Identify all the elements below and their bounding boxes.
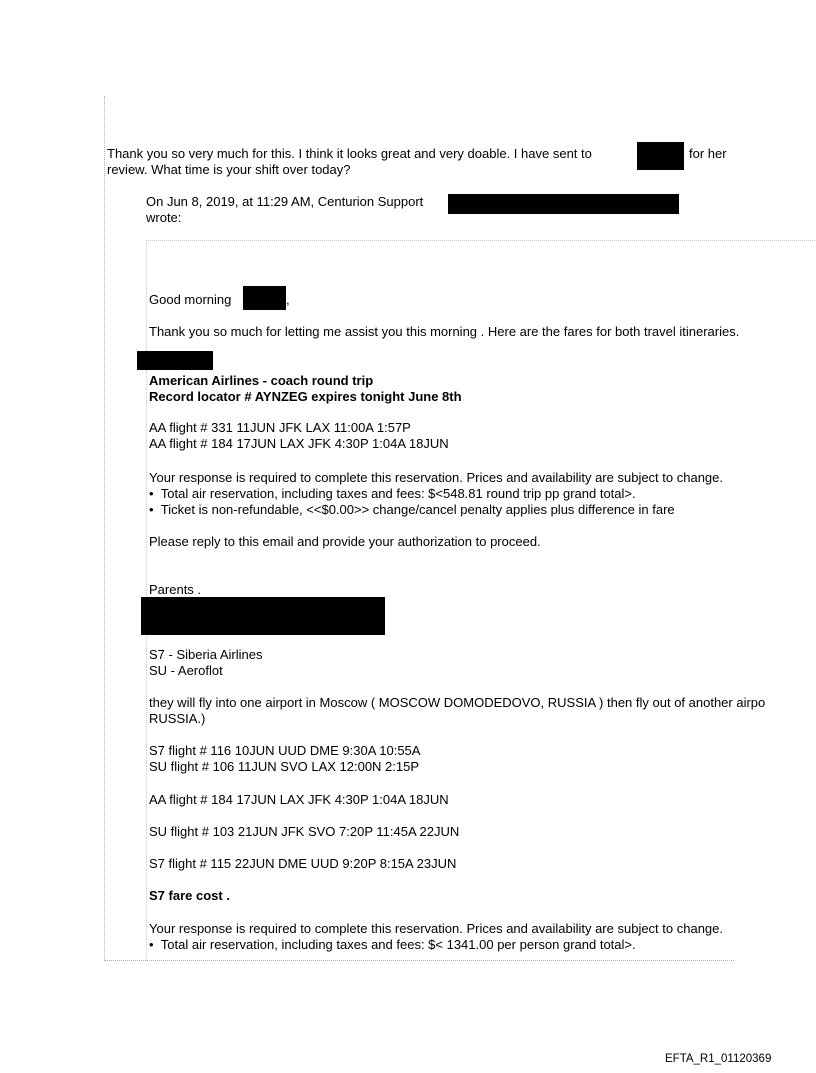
- itinerary2-notice: Your response is required to complete this reservation. Prices and availability are subject to change.: [149, 921, 723, 936]
- bullet-text: Total air reservation, including taxes and fees: $< 1341.00 per person grand total>.: [160, 937, 636, 952]
- bullet-glyph: •: [149, 486, 154, 501]
- itinerary2-airline: SU - Aeroflot: [149, 663, 223, 678]
- bullet-glyph: •: [149, 502, 154, 517]
- intro-text: Thank you so much for letting me assist you this morning . Here are the fares for both travel itineraries.: [149, 324, 740, 339]
- reply-left-rule: [104, 96, 105, 960]
- itinerary1-record-locator: Record locator # AYNZEG expires tonight June 8th: [149, 389, 462, 404]
- quote-header-line-2: wrote:: [146, 210, 182, 225]
- itinerary1-notice: Your response is required to complete this reservation. Prices and availability are subject to change.: [149, 470, 723, 485]
- greeting-comma: ,: [286, 292, 290, 307]
- redaction-sender-email: [448, 194, 679, 214]
- itinerary1-flight: AA flight # 331 11JUN JFK LAX 11:00A 1:57P: [149, 420, 411, 435]
- itinerary2-parents-label: Parents .: [149, 582, 202, 597]
- redaction-recipient: [637, 142, 684, 170]
- itinerary1-flight: AA flight # 184 17JUN LAX JFK 4:30P 1:04A 18JUN: [149, 436, 449, 451]
- itinerary1-title: American Airlines - coach round trip: [149, 373, 374, 388]
- greeting-text: Good morning: [149, 292, 232, 307]
- itinerary2-flight: S7 flight # 115 22JUN DME UUD 9:20P 8:15A 23JUN: [149, 856, 457, 871]
- itinerary2-flight: AA flight # 184 17JUN LAX JFK 4:30P 1:04A 18JUN: [149, 792, 449, 807]
- itinerary1-reply-request: Please reply to this email and provide your authorization to proceed.: [149, 534, 541, 549]
- itinerary2-flight: S7 flight # 116 10JUN UUD DME 9:30A 10:55A: [149, 743, 421, 758]
- bullet-text: Ticket is non-refundable, <<$0.00>> change/cancel penalty applies plus difference in fare: [160, 502, 675, 517]
- itinerary1-bullet: [149, 502, 675, 517]
- bullet-glyph: •: [149, 937, 154, 952]
- itinerary2-flight: SU flight # 103 21JUN JFK SVO 7:20P 11:45A 22JUN: [149, 824, 460, 839]
- bullet-text: Total air reservation, including taxes and fees: $<548.81 round trip pp grand total>.: [160, 486, 636, 501]
- redaction-itinerary-label: [137, 351, 213, 370]
- itinerary2-airline: S7 - Siberia Airlines: [149, 647, 263, 662]
- itinerary2-moscow-note-line-2: RUSSIA.): [149, 711, 206, 726]
- redaction-parents-names: [141, 597, 385, 635]
- itinerary2-moscow-note-line-1: they will fly into one airport in Moscow ( MOSCOW DOMODEDOVO, RUSSIA ) then fly out of another airpo: [149, 695, 766, 710]
- reply-line-1b: for her: [689, 146, 727, 161]
- document-id: EFTA_R1_01120369: [665, 1053, 772, 1065]
- itinerary1-bullet: [149, 486, 636, 501]
- redaction-greeting-name: [243, 286, 286, 310]
- reply-line-2: review. What time is your shift over today?: [107, 162, 351, 177]
- itinerary2-bullet: [149, 937, 636, 952]
- itinerary2-flight: SU flight # 106 11JUN SVO LAX 12:00N 2:15P: [149, 759, 420, 774]
- itinerary2-fare-heading: S7 fare cost .: [149, 888, 230, 903]
- quote-header-line-1: On Jun 8, 2019, at 11:29 AM, Centurion Support: [146, 194, 424, 209]
- reply-line-1a: Thank you so very much for this. I think it looks great and very doable. I have sent to: [107, 146, 592, 161]
